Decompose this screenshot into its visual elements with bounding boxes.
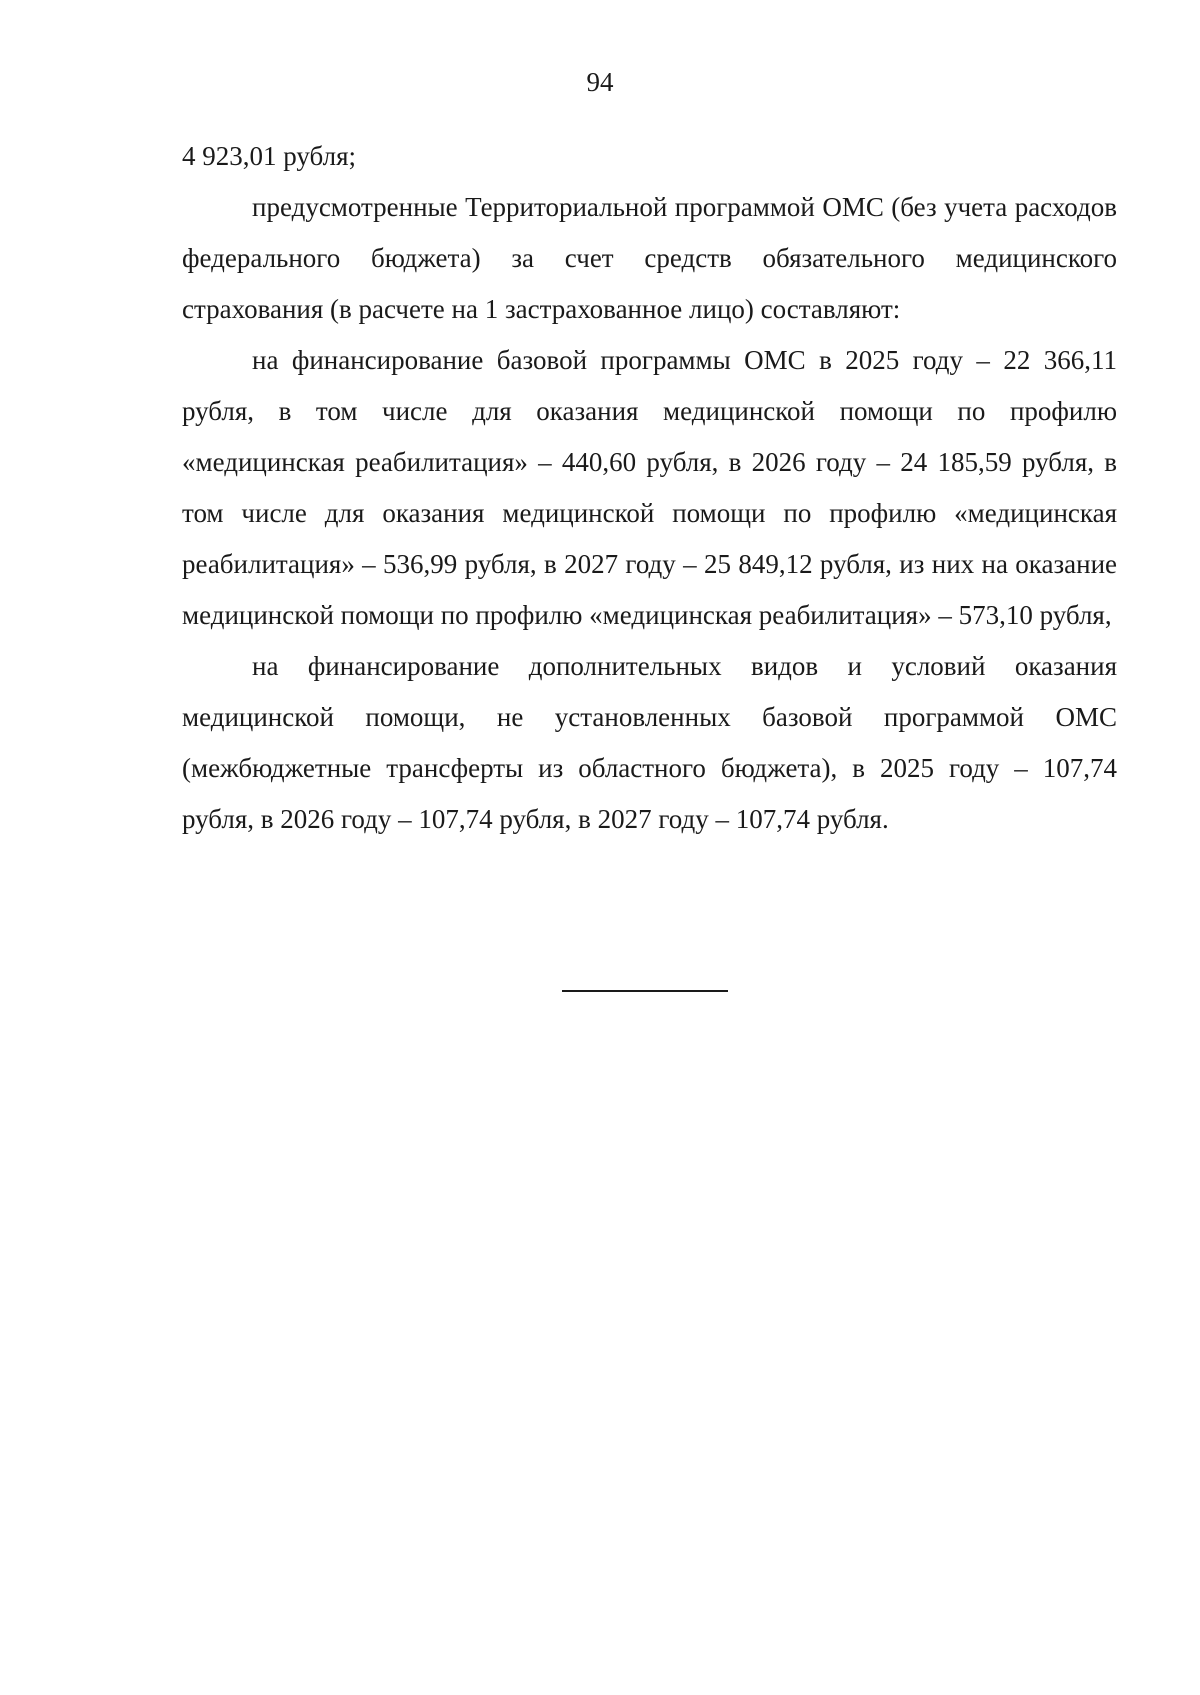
- page-number: 94: [586, 67, 614, 97]
- paragraph-additional-types-financing: на финансирование дополнительных видов и условий оказания медицинской помощи, не установленных базовой программой ОМС (межбюджетные трансферты из областного бюджета), в 2025 году – 107,74 рубля, в 2026 году – 107,74 рубля, в 2027 году – 107,74 рубля.: [182, 651, 1117, 834]
- paragraph-amount-carryover: 4 923,01 рубля;: [182, 141, 356, 171]
- document-body: [182, 131, 1117, 845]
- paragraph-oms-standards-intro: предусмотренные Территориальной программой ОМС (без учета расходов федерального бюджета) за счет средств обязательного медицинского страхования (в расчете на 1 застрахованное лицо) составляют:: [182, 192, 1117, 324]
- paragraph-basic-program-financing: на финансирование базовой программы ОМС в 2025 году – 22 366,11 рубля, в том числе для оказания медицинской помощи по профилю «медицинская реабилитация» – 440,60 рубля, в 2026 году – 24 185,59 рубля, в том числе для оказания медицинской помощи по профилю «медицинская реабилитация» – 536,99 рубля, в 2027 году – 25 849,12 рубля, из них на оказание медицинской помощи по профилю «медицинская реабилитация» – 573,10 рубля,: [182, 345, 1117, 630]
- closing-rule-divider: [562, 990, 728, 992]
